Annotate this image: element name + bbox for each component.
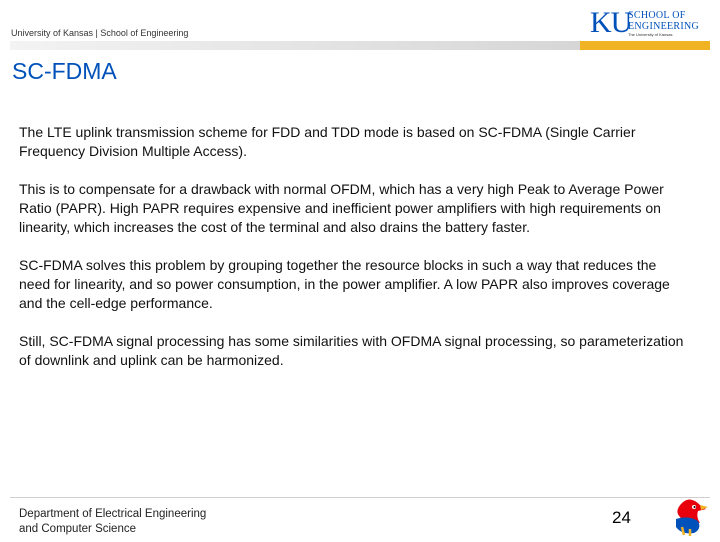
header-rule-gold [580, 41, 710, 50]
header-rule-gray [10, 41, 580, 50]
ku-engineering-logo [590, 8, 710, 40]
footer-department-line2: and Computer Science [19, 523, 136, 535]
footer-department [19, 507, 206, 537]
slide-title: SC-FDMA [12, 58, 117, 84]
logo-school-line1: SCHOOL OF [628, 10, 686, 21]
body-paragraph: SC-FDMA solves this problem by grouping together the resource blocks in such a way that reduces the need for linearity, and so power consumption, in the power amplifier. A low PAPR also improves coverage and the cell-edge performance. [19, 257, 670, 311]
footer-department-line1: Department of Electrical Engineering [19, 508, 207, 520]
jayhawk-icon [668, 497, 712, 537]
footer-divider [10, 497, 710, 498]
slide-body [19, 123, 689, 389]
logo-school-name [628, 10, 699, 32]
logo-ku: KU [590, 6, 632, 39]
body-paragraph: Still, SC-FDMA signal processing has some similarities with OFDMA signal processing, so parameterization of downlink and uplink can be harmonized. [19, 333, 684, 368]
logo-school-line2: ENGINEERING [628, 21, 700, 32]
page-number: 24 [612, 508, 631, 527]
logo-subtitle: The University of Kansas [628, 32, 673, 37]
body-paragraph: This is to compensate for a drawback with normal OFDM, which has a very high Peak to Average Power Ratio (PAPR). High PAPR requires expensive and inefficient power amplifiers with high requirements on linearity, which increases the cost of the terminal and also drains the battery faster. [19, 181, 664, 235]
header-institution: University of Kansas | School of Engineering [11, 28, 189, 38]
body-paragraph: The LTE uplink transmission scheme for FDD and TDD mode is based on SC-FDMA (Single Carrier Frequency Division Multiple Access). [19, 124, 636, 159]
